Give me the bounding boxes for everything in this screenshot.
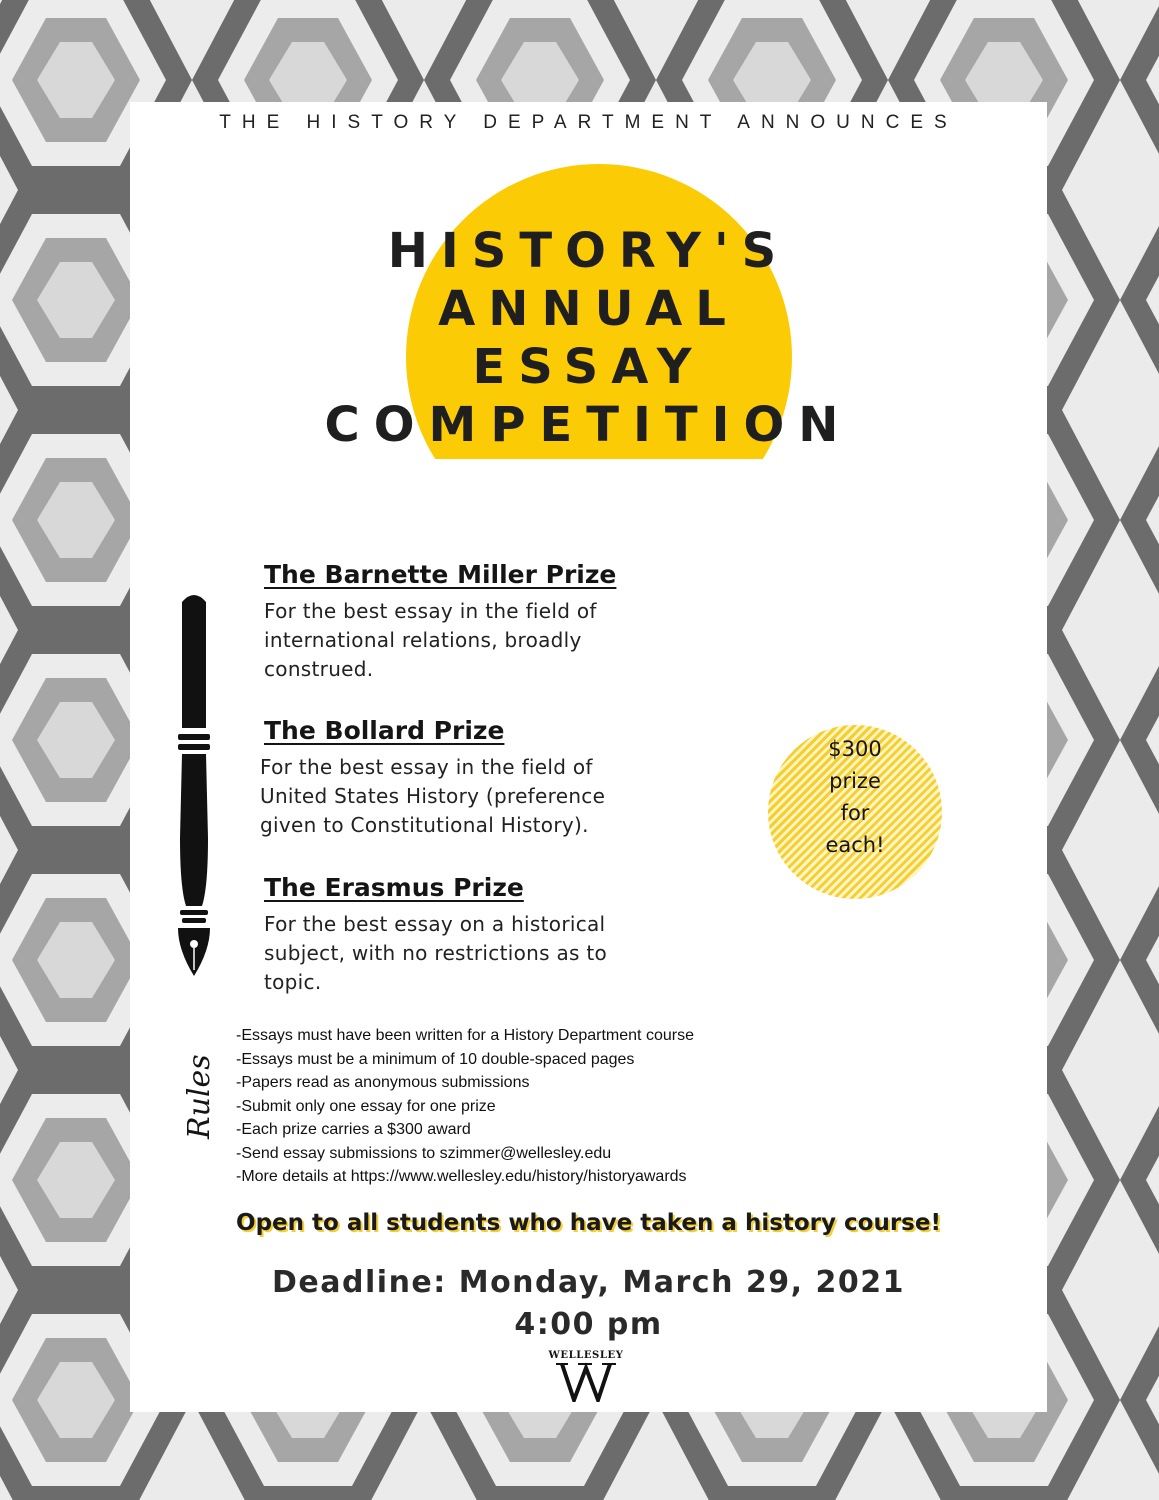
title-line: HISTORY'S: [387, 223, 790, 279]
wellesley-logo: [536, 1350, 636, 1407]
rule-item: -Submit only one essay for one prize: [236, 1097, 496, 1115]
rule-item: -More details at https://www.wellesley.edu/history/historyawards: [236, 1168, 687, 1185]
title-line: ANNUAL: [438, 281, 739, 337]
deadline: [130, 1262, 1047, 1346]
title-line: ESSAY: [472, 339, 705, 395]
prize-description: For the best essay in the field of United States History (preference given to Constitutional History).: [260, 755, 606, 837]
fountain-pen-icon: [170, 588, 218, 980]
announce-heading: THE HISTORY DEPARTMENT ANNOUNCES: [219, 112, 958, 133]
prize-barnette-miller: [264, 560, 684, 684]
rules-list: [236, 1024, 694, 1189]
prize-title: The Bollard Prize: [264, 716, 505, 745]
badge-text: $300 prize for each!: [825, 737, 885, 857]
rule-item: -Send essay submissions to szimmer@wellesley.edu: [236, 1144, 612, 1162]
prize-description: For the best essay in the field of international relations, broadly construed.: [264, 599, 597, 681]
deadline-date: Deadline: Monday, March 29, 2021: [272, 1265, 905, 1300]
logo-wordmark: WELLESLEY: [548, 1350, 624, 1361]
rules-label: Rules: [182, 1054, 217, 1139]
prize-title: The Erasmus Prize: [264, 873, 524, 902]
deadline-time: 4:00 pm: [514, 1307, 663, 1342]
rule-item: -Each prize carries a $300 award: [236, 1121, 471, 1138]
prize-erasmus: [264, 873, 684, 997]
prize-description: For the best essay on a historical subject, with no restrictions as to topic.: [264, 912, 608, 994]
eligibility-note: Open to all students who have taken a history course!: [236, 1210, 941, 1236]
logo-w-mark-icon: [554, 1362, 618, 1402]
prize-title: The Barnette Miller Prize: [264, 560, 617, 589]
prize-amount-badge: [768, 725, 942, 899]
rule-item: -Essays must be a minimum of 10 double-spaced pages: [236, 1050, 635, 1068]
rule-item: -Essays must have been written for a History Department course: [236, 1027, 694, 1044]
poster-title: [130, 222, 1047, 454]
title-line: COMPETITION: [324, 397, 853, 453]
poster-card: [130, 102, 1047, 1412]
rule-item: -Papers read as anonymous submissions: [236, 1074, 530, 1091]
prize-bollard: [260, 716, 684, 840]
